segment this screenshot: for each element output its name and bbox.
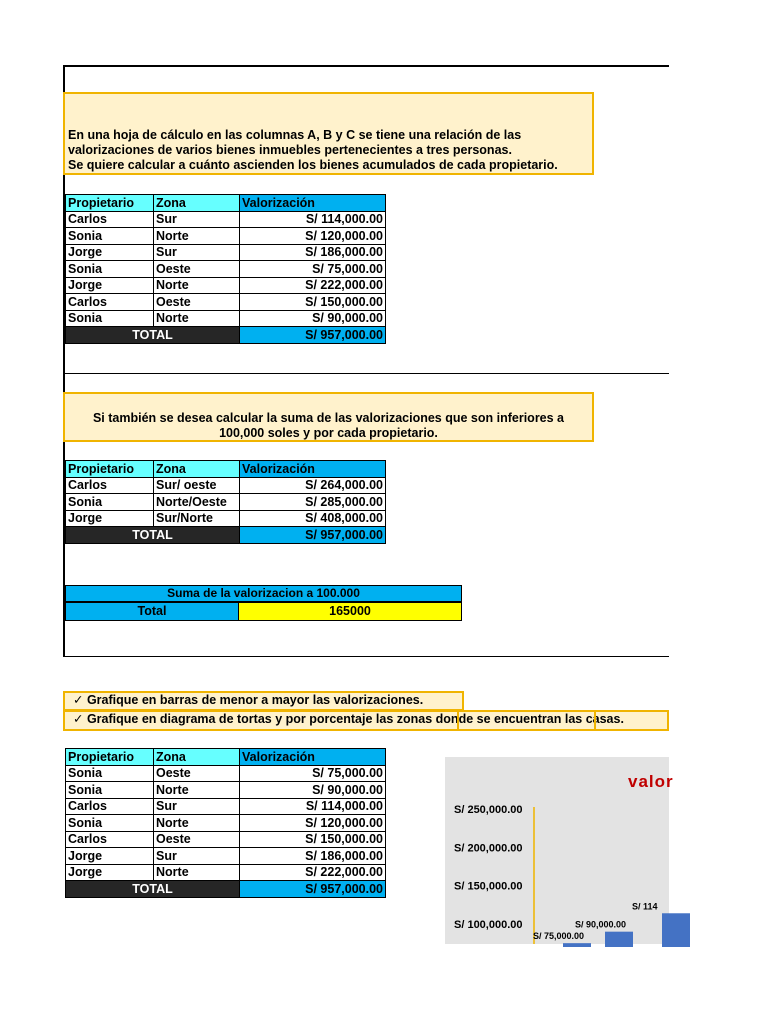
y-tick-label: S/ 150,000.00	[454, 880, 523, 893]
header-propietario[interactable]: Propietario	[66, 749, 154, 766]
instruction-note-2: Si también se desea calcular la suma de las valorizaciones que son inferiores a 100,000 soles y por cada propietario.	[63, 392, 594, 442]
cell-owner[interactable]: Carlos	[66, 211, 154, 228]
cell-zone[interactable]: Oeste	[154, 765, 240, 782]
cell-value[interactable]: S/ 114,000.00	[240, 211, 386, 228]
total-value[interactable]: S/ 957,000.00	[240, 327, 386, 344]
cell-owner[interactable]: Carlos	[66, 294, 154, 311]
chart-bar[interactable]	[662, 913, 690, 947]
table-row	[66, 261, 386, 278]
table-total-row	[66, 327, 386, 344]
table-total-row	[66, 527, 386, 544]
header-valorizacion[interactable]: Valorización	[240, 195, 386, 212]
cell-owner[interactable]: Jorge	[66, 277, 154, 294]
cell-zone[interactable]: Sur/ oeste	[154, 477, 240, 494]
chart-data-label: S/ 114	[632, 901, 658, 912]
table-row	[66, 277, 386, 294]
header-zona[interactable]: Zona	[154, 749, 240, 766]
cell-value[interactable]: S/ 222,000.00	[240, 277, 386, 294]
cell-value[interactable]: S/ 408,000.00	[240, 510, 386, 527]
chart-data-label: S/ 75,000.00	[533, 931, 585, 942]
cell-zone[interactable]: Sur	[154, 798, 240, 815]
chart-data-labels	[533, 901, 658, 941]
header-propietario[interactable]: Propietario	[66, 461, 154, 478]
instruction-note-1	[63, 92, 594, 175]
chart-title: valor	[628, 772, 674, 791]
cell-zone[interactable]: Norte	[154, 228, 240, 245]
chart-bars	[563, 913, 690, 947]
cell-value[interactable]: S/ 75,000.00	[240, 261, 386, 278]
cell-value[interactable]: S/ 114,000.00	[240, 798, 386, 815]
valuation-bar-chart[interactable]	[445, 757, 674, 944]
cell-value[interactable]: S/ 186,000.00	[240, 244, 386, 261]
cell-value[interactable]: S/ 90,000.00	[240, 782, 386, 799]
table-header-row	[66, 749, 386, 766]
table-row	[66, 244, 386, 261]
task-pie-chart: ✓ Grafique en diagrama de tortas y por porcentaje las zonas donde se encuentran las casas.	[63, 710, 669, 731]
cell-owner[interactable]: Jorge	[66, 244, 154, 261]
cell-owner[interactable]: Carlos	[66, 477, 154, 494]
table-row	[66, 782, 386, 799]
note-line: Se quiere calcular a cuánto ascienden los bienes acumulados de cada propietario.	[68, 158, 558, 172]
summary-header[interactable]: Suma de la valorizacion a 100.000	[65, 585, 462, 602]
total-label[interactable]: TOTAL	[66, 527, 240, 544]
cell-zone[interactable]: Sur/Norte	[154, 510, 240, 527]
table-row	[66, 831, 386, 848]
header-valorizacion[interactable]: Valorización	[240, 461, 386, 478]
cell-value[interactable]: S/ 120,000.00	[240, 815, 386, 832]
cell-owner[interactable]: Sonia	[66, 765, 154, 782]
cell-owner[interactable]: Jorge	[66, 848, 154, 865]
cell-zone[interactable]: Norte	[154, 310, 240, 327]
total-value[interactable]: S/ 957,000.00	[240, 527, 386, 544]
cell-owner[interactable]: Sonia	[66, 310, 154, 327]
total-value[interactable]: S/ 957,000.00	[240, 881, 386, 898]
cell-value[interactable]: S/ 120,000.00	[240, 228, 386, 245]
cell-owner[interactable]: Jorge	[66, 510, 154, 527]
cell-value[interactable]: S/ 150,000.00	[240, 294, 386, 311]
cell-zone[interactable]: Norte	[154, 815, 240, 832]
cell-owner[interactable]: Sonia	[66, 494, 154, 511]
cell-value[interactable]: S/ 186,000.00	[240, 848, 386, 865]
summary-value[interactable]: 165000	[238, 602, 462, 621]
frame-divider	[63, 373, 669, 374]
cell-zone[interactable]: Norte	[154, 277, 240, 294]
cell-owner[interactable]: Jorge	[66, 864, 154, 881]
total-label[interactable]: TOTAL	[66, 327, 240, 344]
cell-value[interactable]: S/ 264,000.00	[240, 477, 386, 494]
cell-zone[interactable]: Norte/Oeste	[154, 494, 240, 511]
table-row	[66, 211, 386, 228]
table-row	[66, 798, 386, 815]
cell-value[interactable]: S/ 285,000.00	[240, 494, 386, 511]
header-zona[interactable]: Zona	[154, 195, 240, 212]
cell-owner[interactable]: Sonia	[66, 782, 154, 799]
frame-top-border	[63, 65, 669, 67]
cell-zone[interactable]: Oeste	[154, 831, 240, 848]
cell-value[interactable]: S/ 222,000.00	[240, 864, 386, 881]
total-label[interactable]: TOTAL	[66, 881, 240, 898]
y-tick-label: S/ 200,000.00	[454, 842, 523, 855]
cell-owner[interactable]: Sonia	[66, 228, 154, 245]
table-row	[66, 228, 386, 245]
table-total-row	[66, 881, 386, 898]
cell-zone[interactable]: Oeste	[154, 294, 240, 311]
cell-value[interactable]: S/ 150,000.00	[240, 831, 386, 848]
table-row	[66, 765, 386, 782]
table-row	[66, 864, 386, 881]
frame-bottom-border	[63, 656, 669, 657]
cell-zone[interactable]: Sur	[154, 848, 240, 865]
chart-data-label: S/ 90,000.00	[575, 919, 627, 930]
y-tick-label: S/ 100,000.00	[454, 919, 523, 931]
cell-border	[457, 710, 596, 731]
table-header-row	[66, 461, 386, 478]
table-row	[66, 510, 386, 527]
table-row	[66, 494, 386, 511]
cell-zone[interactable]: Oeste	[154, 261, 240, 278]
table-row	[66, 310, 386, 327]
table-row	[66, 477, 386, 494]
note-line: En una hoja de cálculo en las columnas A, B y C se tiene una relación de las	[68, 128, 522, 142]
cell-zone[interactable]: Sur	[154, 244, 240, 261]
cell-owner[interactable]: Sonia	[66, 815, 154, 832]
y-tick-labels	[454, 804, 523, 931]
cell-owner[interactable]: Sonia	[66, 261, 154, 278]
cell-zone[interactable]: Norte	[154, 864, 240, 881]
cell-owner[interactable]: Carlos	[66, 831, 154, 848]
chart-canvas	[445, 757, 674, 944]
task-bar-chart: ✓ Grafique en barras de menor a mayor las valorizaciones.	[63, 691, 464, 711]
table-row	[66, 848, 386, 865]
header-propietario[interactable]: Propietario	[66, 195, 154, 212]
valuation-table-1	[65, 194, 386, 344]
summary-label[interactable]: Total	[65, 602, 239, 621]
cell-value[interactable]: S/ 75,000.00	[240, 765, 386, 782]
header-zona[interactable]: Zona	[154, 461, 240, 478]
table-row	[66, 815, 386, 832]
header-valorizacion[interactable]: Valorización	[240, 749, 386, 766]
cell-zone[interactable]: Norte	[154, 782, 240, 799]
chart-bar[interactable]	[605, 932, 633, 947]
valuation-table-sorted	[65, 748, 386, 898]
cell-owner[interactable]: Carlos	[66, 798, 154, 815]
cell-value[interactable]: S/ 90,000.00	[240, 310, 386, 327]
chart-bar[interactable]	[563, 943, 591, 947]
cell-zone[interactable]: Sur	[154, 211, 240, 228]
table-row	[66, 294, 386, 311]
y-tick-label: S/ 250,000.00	[454, 804, 523, 816]
valuation-table-2	[65, 460, 386, 544]
note-line: valorizaciones de varios bienes inmuebles pertenecientes a tres personas.	[68, 143, 512, 157]
table-header-row	[66, 195, 386, 212]
